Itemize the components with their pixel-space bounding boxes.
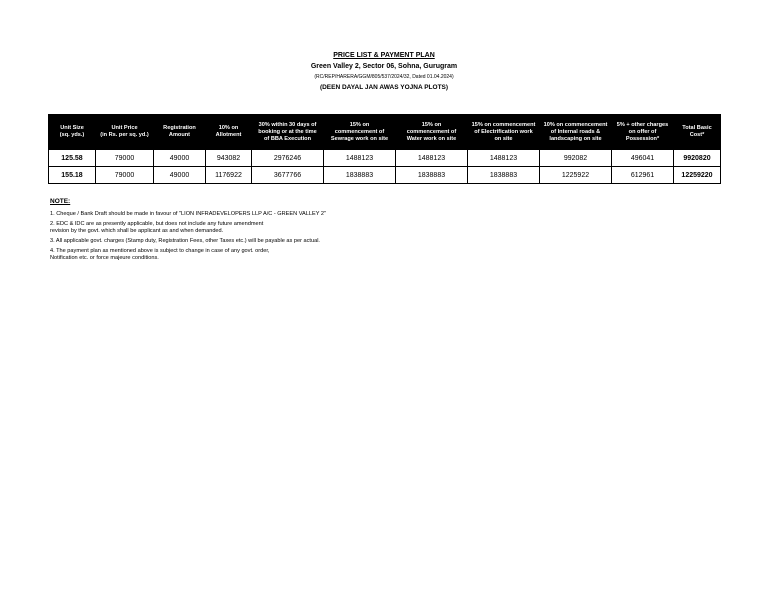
note-item: 4. The payment plan as mentioned above is subject to change in case of any govt. order, Notification etc. or force majeure conditions.: [50, 248, 270, 261]
document-title: PRICE LIST & PAYMENT PLAN: [333, 52, 435, 59]
table-cell: 49000: [154, 167, 206, 184]
table-cell: 3677766: [252, 167, 324, 184]
table-cell: 1488123: [324, 150, 396, 167]
table-cell: 1176922: [206, 167, 252, 184]
registration-number: (RC/REP/HARERA/GGM/805/537/2024/32, Dated 01.04.2024): [314, 74, 454, 80]
table-cell: 12259220: [674, 167, 721, 184]
column-header: 10% on Allotment: [206, 115, 252, 150]
table-cell: 125.58: [49, 150, 96, 167]
table-body: [49, 150, 721, 184]
column-header: Total Basic Cost*: [674, 115, 721, 150]
table-cell: 612961: [612, 167, 674, 184]
notes-list: [50, 211, 650, 265]
table-cell: 992082: [540, 150, 612, 167]
table-header-row: [49, 115, 721, 150]
table-cell: 1488123: [396, 150, 468, 167]
column-header: 15% on commencement of Water work on site: [396, 115, 468, 150]
table-cell: 1488123: [468, 150, 540, 167]
table-cell: 49000: [154, 150, 206, 167]
note-item: 2. EDC & IDC are as presently applicable, but does not include any future amendment revision by the govt. which shall be applicant as and when demanded.: [50, 221, 264, 234]
table-cell: 79000: [96, 167, 154, 184]
table-cell: 943082: [206, 150, 252, 167]
table-cell: 155.18: [49, 167, 96, 184]
column-header: 30% within 30 days of booking or at the time of BBA Execution: [252, 115, 324, 150]
table-cell: 1838883: [468, 167, 540, 184]
column-header: Unit Price (in Rs. per sq. yd.): [96, 115, 154, 150]
column-header: 10% on commencement of Internal roads & landscaping on site: [540, 115, 612, 150]
table-cell: 1225922: [540, 167, 612, 184]
table-row: [49, 167, 721, 184]
table-cell: 2976246: [252, 150, 324, 167]
notes-title: NOTE:: [50, 198, 71, 205]
column-header: 15% on commencement of Electrification work on site: [468, 115, 540, 150]
note-item: 1. Cheque / Bank Draft should be made in favour of "LION INFRADEVELOPERS LLP A/C - GREEN VALLEY 2": [50, 211, 327, 217]
project-name: Green Valley 2, Sector 06, Sohna, Gurugram: [310, 63, 458, 70]
table-cell: 9920820: [674, 150, 721, 167]
table-cell: 496041: [612, 150, 674, 167]
column-header: 15% on commencement of Sewrage work on site: [324, 115, 396, 150]
column-header: Registration Amount: [154, 115, 206, 150]
scheme-name: (DEEN DAYAL JAN AWAS YOJNA PLOTS): [319, 84, 449, 91]
table-row: [49, 150, 721, 167]
column-header: Unit Size (sq. yds.): [49, 115, 96, 150]
column-header: 5% + other charges on offer of Possession*: [612, 115, 674, 150]
table-cell: 1838883: [396, 167, 468, 184]
table-cell: 1838883: [324, 167, 396, 184]
price-table: [48, 114, 721, 184]
note-item: 3. All applicable govt. charges (Stamp duty, Registration Fees, other Taxes etc.) will be payable as per actual.: [50, 238, 320, 244]
table-cell: 79000: [96, 150, 154, 167]
